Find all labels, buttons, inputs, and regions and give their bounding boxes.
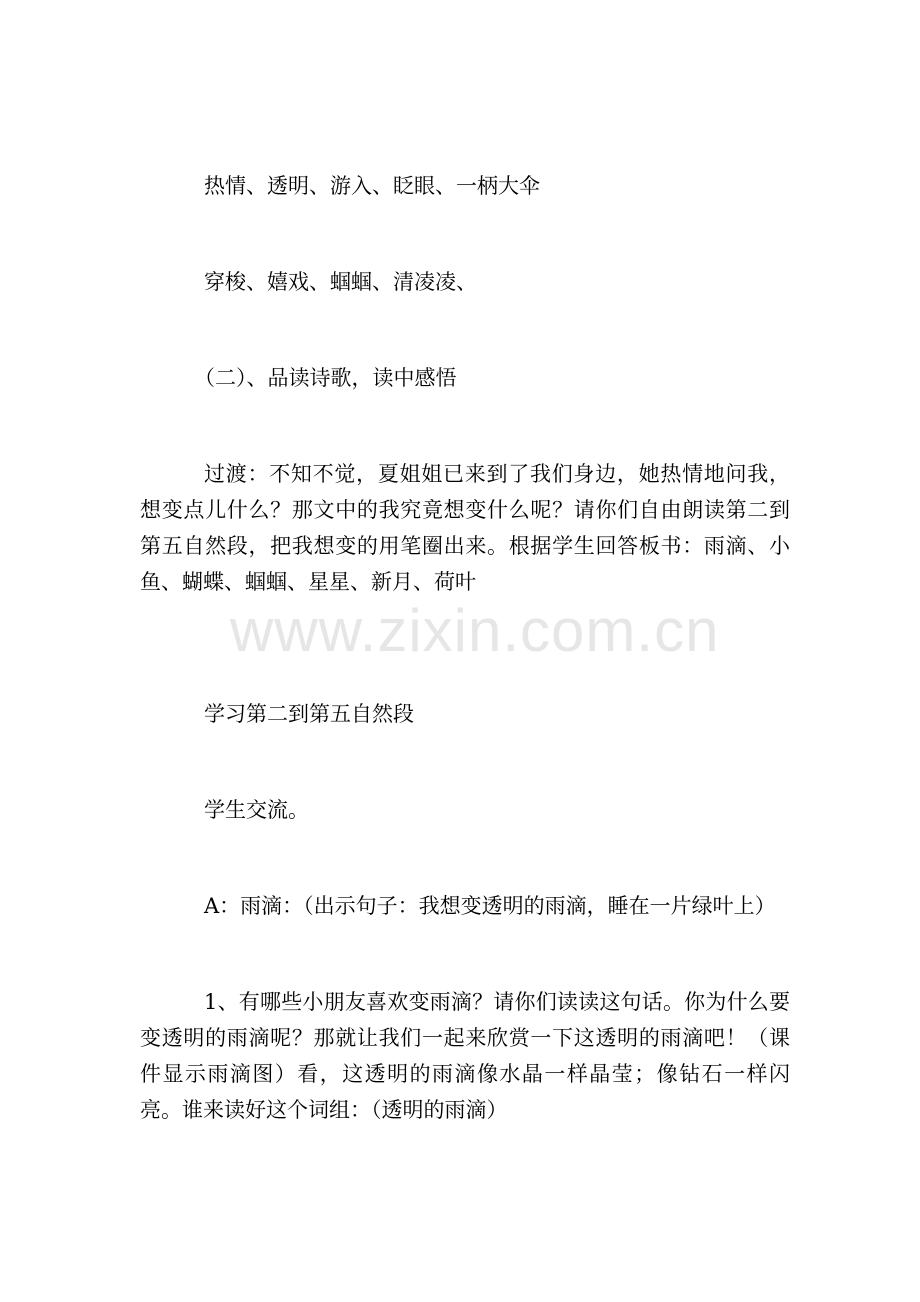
watermark: www.zixin.com.cn — [230, 597, 720, 664]
raindrop-heading: A：雨滴：（出示句子：我想变透明的雨滴，睡在一片绿叶上） — [204, 894, 776, 918]
section-heading: （二）、品读诗歌，读中感悟 — [194, 366, 457, 390]
raindrop-paragraph: 1、有哪些小朋友喜欢变雨滴？请你们读读这句话。你为什么要变透明的雨滴呢？那就让我们一起来欣赏一下这透明的雨滴吧！（课件显示雨滴图）看，这透明的雨滴像水晶一样晶莹；像钻石一样闪亮。谁来读好这个词组：（透明的雨滴） — [140, 990, 790, 1122]
vocabulary-line-2: 穿梭、嬉戏、蝈蝈、清凌凌、 — [204, 270, 477, 294]
study-instruction: 学习第二到第五自然段 — [204, 702, 414, 726]
student-exchange: 学生交流。 — [204, 798, 309, 822]
vocabulary-line-1: 热情、透明、游入、眨眼、一柄大伞 — [204, 174, 540, 198]
transition-paragraph: 过渡：不知不觉，夏姐姐已来到了我们身边，她热情地问我，想变点儿什么？那文中的我究竟想变什么呢？请你们自由朗读第二到第五自然段，把我想变的用笔圈出来。根据学生回答板书：雨滴、小鱼、蝴蝶、蝈蝈、星星、新月、荷叶 — [140, 462, 790, 594]
